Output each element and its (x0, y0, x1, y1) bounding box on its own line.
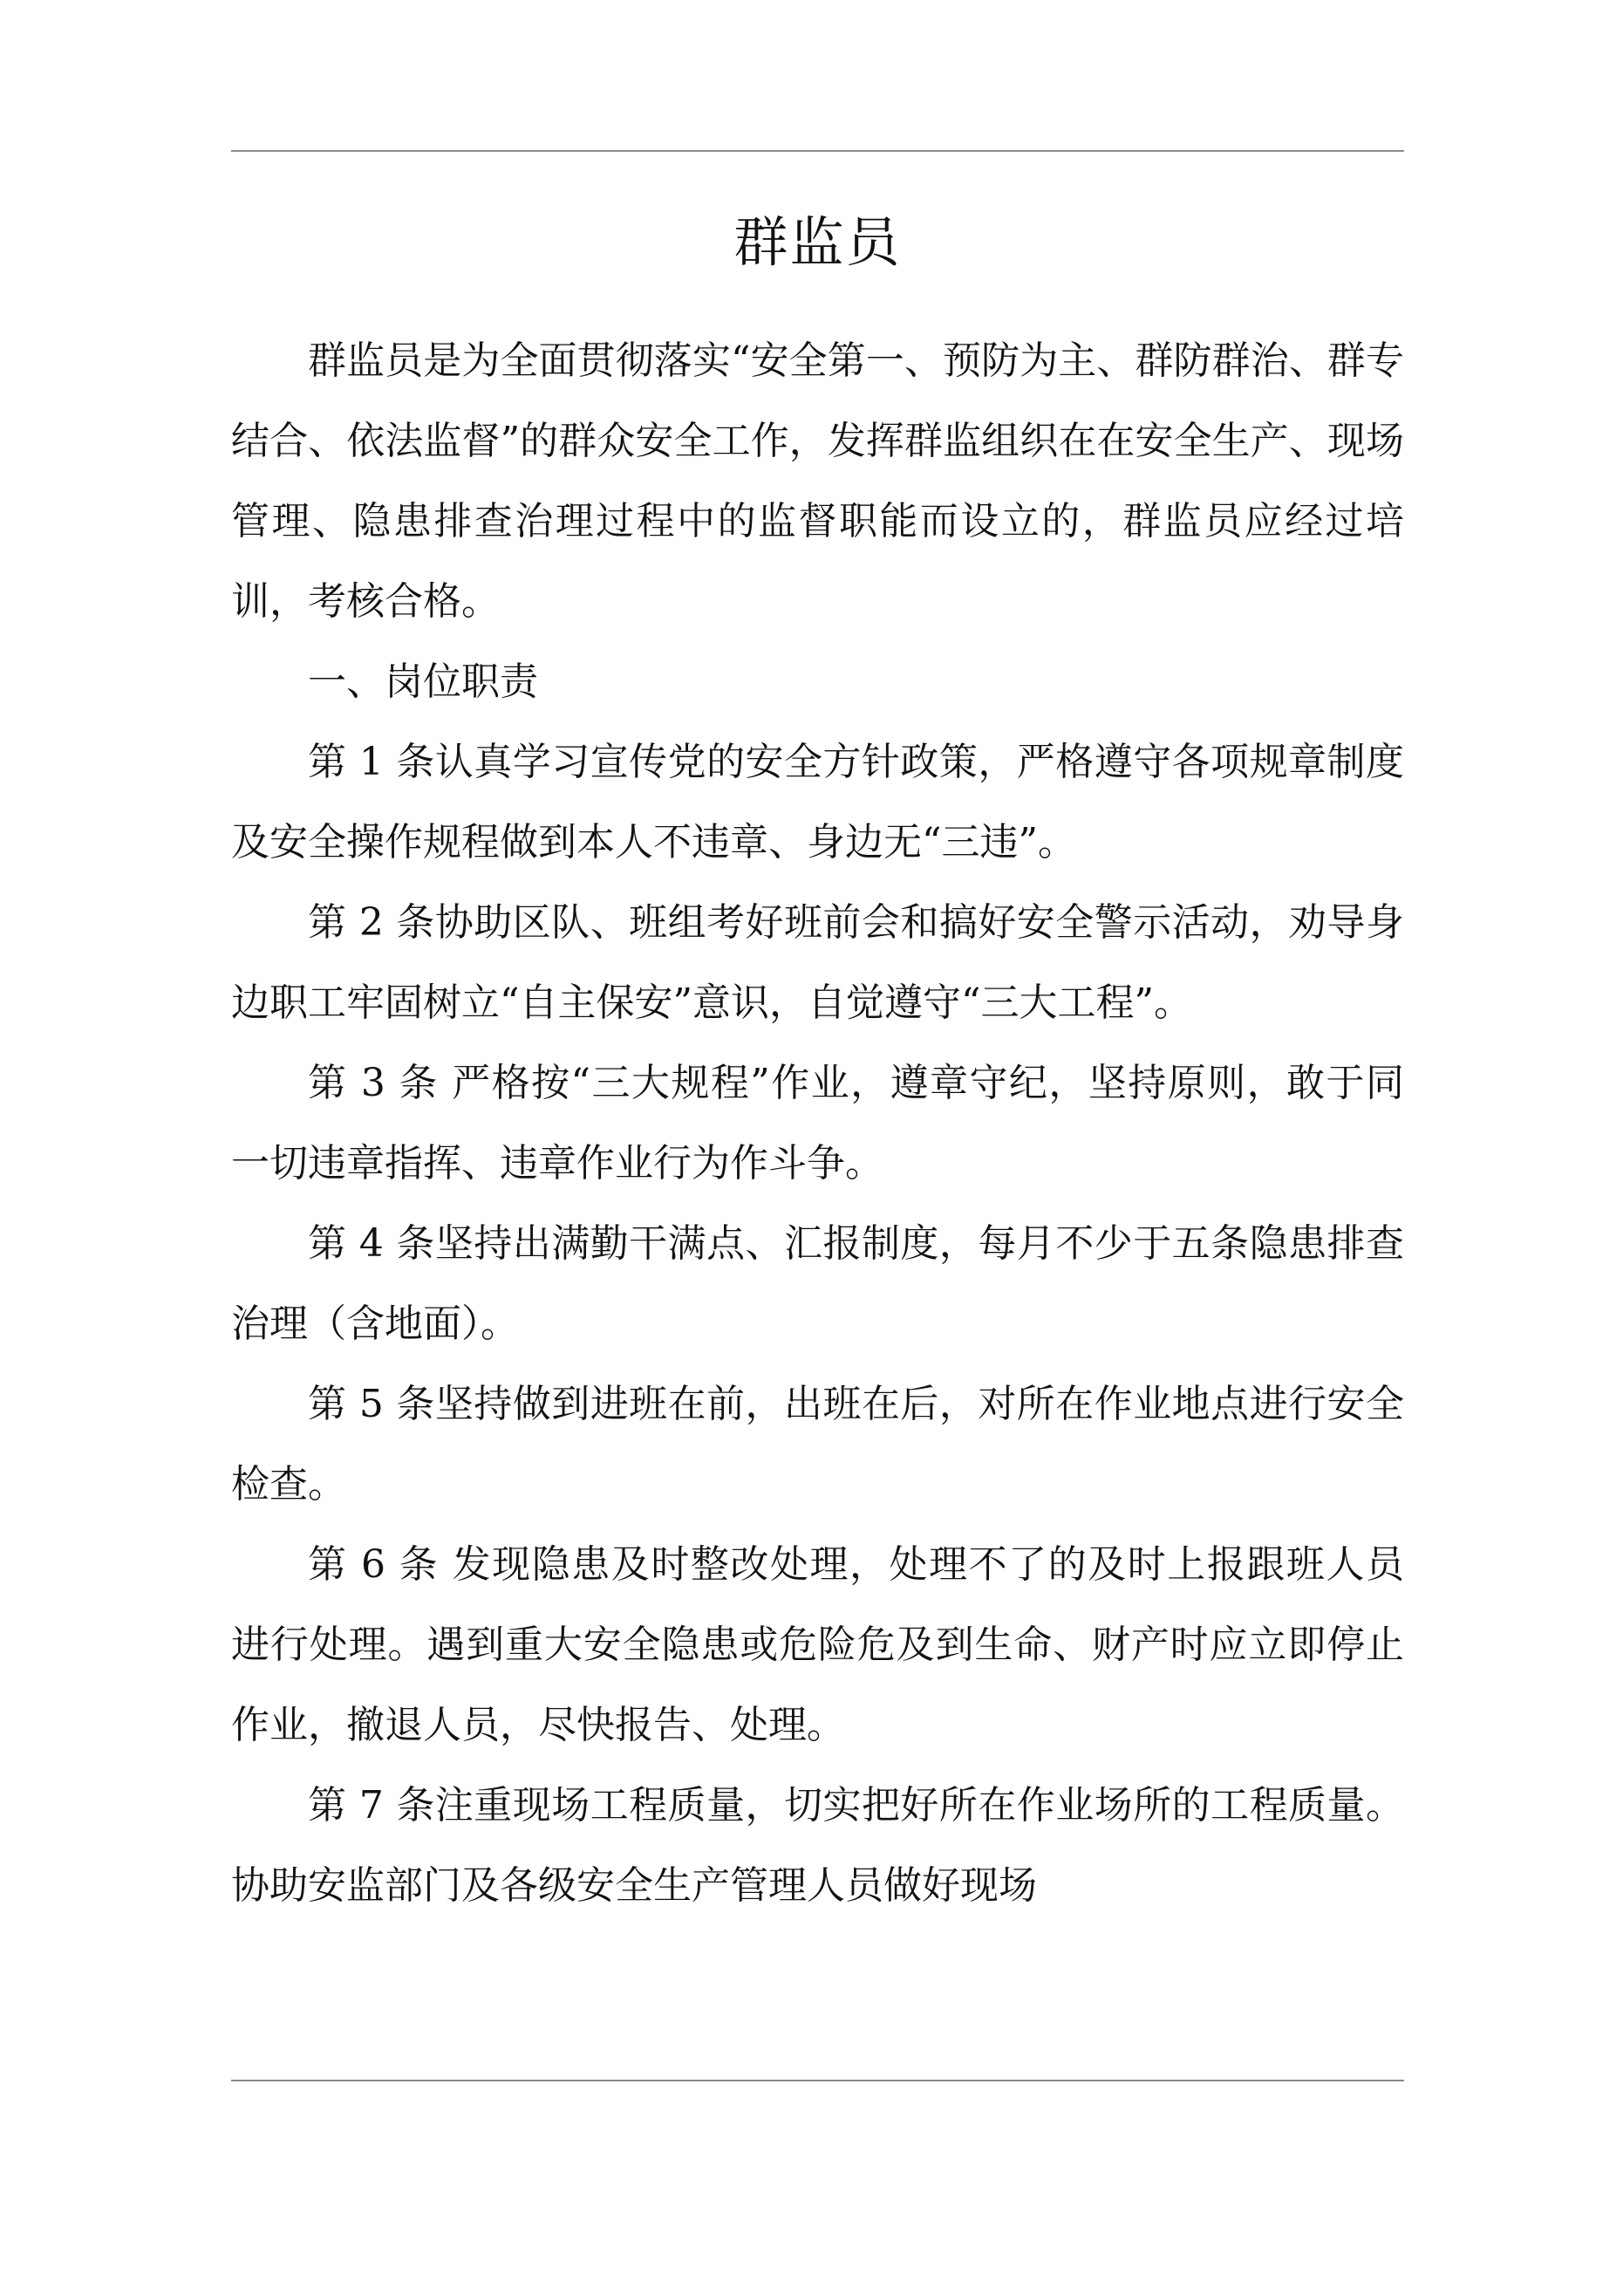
article-3: 第 3 条 严格按“三大规程”作业，遵章守纪，坚持原则，敢于同一切违章指挥、违章作业行为作斗争。 (231, 1061, 1404, 1186)
document-body (231, 321, 1404, 1926)
article-5: 第 5 条坚持做到进班在前，出班在后，对所在作业地点进行安全检查。 (231, 1382, 1404, 1507)
article-6: 第 6 条 发现隐患及时整改处理，处理不了的及时上报跟班人员进行处理。遇到重大安全隐患或危险危及到生命、财产时应立即停止作业，撤退人员，尽快报告、处理。 (231, 1542, 1404, 1747)
article-2: 第 2 条协助区队、班组考好班前会和搞好安全警示活动，劝导身边职工牢固树立“自主保安”意识，自觉遵守“三大工程”。 (231, 900, 1404, 1025)
article-1: 第 1 条认真学习宣传党的安全方针政策，严格遵守各项规章制度及安全操作规程做到本人不违章、身边无“三违”。 (231, 740, 1404, 864)
article-4: 第 4 条坚持出满勤干满点、汇报制度，每月不少于五条隐患排查治理（含地面）。 (231, 1221, 1404, 1346)
footer-rule (231, 2080, 1404, 2081)
paragraph-intro: 群监员是为全面贯彻落实“安全第一、预防为主、群防群治、群专结合、依法监督”的群众安全工作，发挥群监组织在在安全生产、现场管理、隐患排查治理过程中的监督职能而设立的，群监员应经过培训，考核合格。 (231, 338, 1404, 624)
header-rule (231, 150, 1404, 152)
document-title: 群监员 (733, 210, 902, 274)
section-heading-duties: 一、岗位职责 (308, 659, 538, 704)
article-7: 第 7 条注重现场工程质量，切实把好所在作业场所的工程质量。协助安监部门及各级安全生产管理人员做好现场 (231, 1783, 1404, 1908)
